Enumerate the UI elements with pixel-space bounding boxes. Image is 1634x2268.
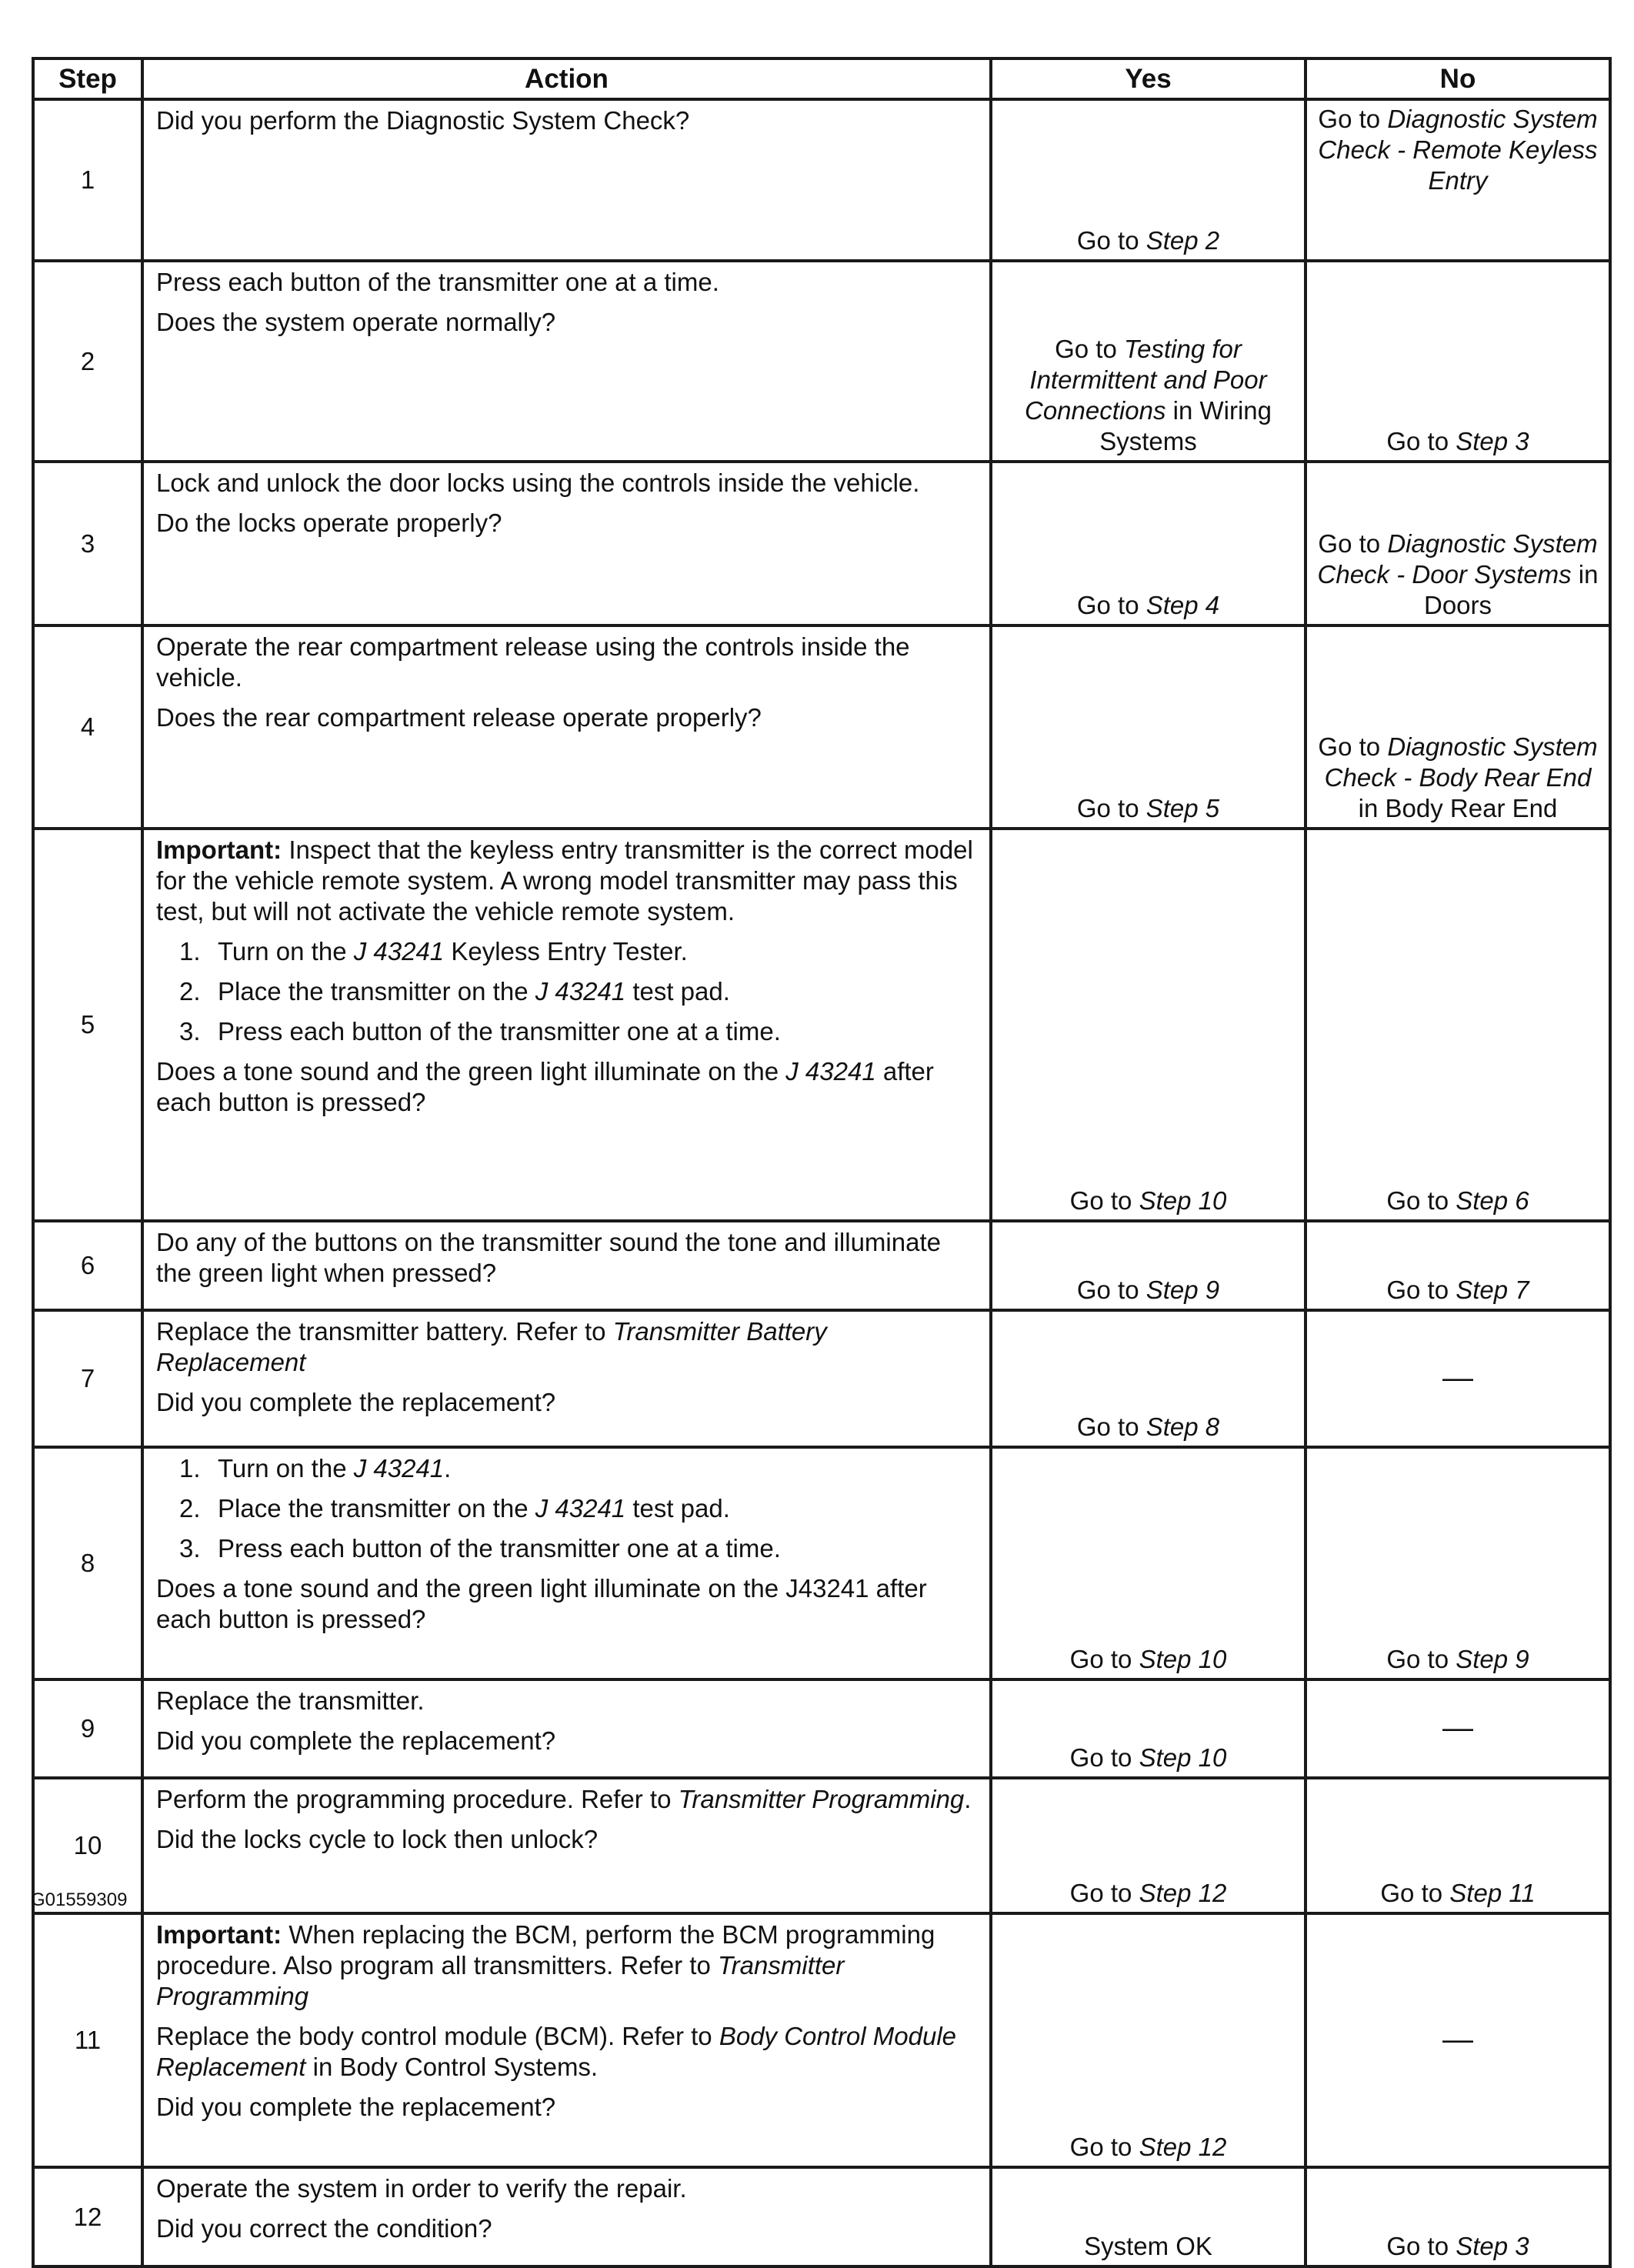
text-run: Go to	[1076, 1412, 1146, 1441]
reference-text: J 43241	[353, 1454, 445, 1483]
text-run: Turn on the	[218, 937, 354, 966]
reference-text: Step 10	[1139, 1645, 1227, 1673]
reference-text: J 43241	[535, 977, 626, 1006]
yes-cell	[991, 625, 1306, 829]
table-row	[33, 1913, 1610, 2167]
text-run: When replacing the BCM, perform the BCM programming procedure. Also program all transmitters. Refer to	[156, 1920, 935, 1979]
reference-text: Step 12	[1139, 2133, 1227, 2161]
text-run: Go to	[1318, 105, 1388, 133]
text-run: Did you complete the replacement?	[156, 1726, 556, 1755]
action-paragraph	[156, 2173, 979, 2204]
text-run: Did the locks cycle to lock then unlock?	[156, 1825, 599, 1853]
reference-text: Step 10	[1139, 1186, 1227, 1215]
step-number: 5	[33, 829, 142, 1221]
reference-text: Diagnostic System Check - Remote Keyless Entry	[1318, 105, 1598, 195]
action-cell	[142, 1221, 991, 1310]
text-run: Does a tone sound and the green light illuminate on the J43241 after each button is pressed?	[156, 1574, 927, 1633]
table-row	[33, 829, 1610, 1221]
text-run: Go to	[1386, 427, 1456, 455]
reference-text: Step 4	[1145, 591, 1220, 619]
action-paragraph	[156, 632, 979, 693]
reference-text: Step 2	[1145, 226, 1220, 255]
text-run: Do any of the buttons on the transmitter sound the tone and illuminate the green light when pressed?	[156, 1228, 941, 1287]
text-run: Place the transmitter on the	[218, 977, 535, 1006]
text-run: Go to	[1076, 1276, 1146, 1304]
text-run: Go to	[1076, 794, 1146, 822]
step-number: 6	[33, 1221, 142, 1310]
step-number: 11	[33, 1913, 142, 2167]
text-run: in Body Rear End	[1358, 794, 1558, 822]
text-run: Press each button of the transmitter one at a time.	[156, 268, 719, 296]
text-run: Go to	[1386, 1645, 1456, 1673]
text-run: Operate the system in order to verify the repair.	[156, 2174, 687, 2203]
text-run: Does the system operate normally?	[156, 308, 556, 336]
action-paragraph	[156, 1824, 979, 1855]
text-run: .	[444, 1454, 452, 1483]
step-number: 1	[33, 99, 142, 261]
action-cell	[142, 1913, 991, 2167]
text-run: Keyless Entry Tester.	[444, 937, 688, 966]
text-run: in Wiring Systems	[1099, 396, 1272, 455]
table-row	[33, 462, 1610, 625]
yes-cell	[991, 2167, 1306, 2266]
text-run: Go to	[1055, 335, 1124, 363]
text-run: —	[1442, 2023, 1473, 2056]
no-cell	[1306, 1310, 1610, 1447]
text-run: Inspect that the keyless entry transmitter is the correct model for the vehicle remote system. A wrong model transmitter may pass this test, but will not activate the vehicle remote system.	[156, 835, 973, 926]
reference-text: Diagnostic System Check - Body Rear End	[1324, 732, 1598, 792]
list-item	[179, 1493, 979, 1524]
action-paragraph	[156, 2092, 979, 2123]
text-run: Go to	[1069, 2133, 1139, 2161]
document	[32, 57, 1609, 2268]
text-run: Go to	[1386, 1186, 1456, 1215]
text-run: Perform the programming procedure. Refer to	[156, 1785, 679, 1813]
action-paragraph	[156, 1919, 979, 2012]
step-number: 2	[33, 261, 142, 462]
action-paragraph	[156, 1726, 979, 1756]
list-item	[179, 1533, 979, 1564]
no-cell	[1306, 261, 1610, 462]
reference-text: Testing for Intermittent and Poor Connections	[1025, 335, 1267, 425]
text-run: in Doors	[1423, 560, 1599, 619]
text-run: Operate the rear compartment release using the controls inside the vehicle.	[156, 632, 910, 692]
reference-text: Step 11	[1449, 1879, 1536, 1907]
table-row	[33, 1778, 1610, 1913]
step-number: 8	[33, 1447, 142, 1679]
list-number: 2.	[179, 1494, 201, 1523]
text-run: Did you complete the replacement?	[156, 2093, 556, 2121]
table-row	[33, 2167, 1610, 2266]
text-run: after each button is pressed?	[156, 1057, 934, 1116]
reference-text: Transmitter Programming	[156, 1951, 845, 2010]
action-paragraph	[156, 1387, 979, 1418]
action-paragraph	[156, 1784, 979, 1815]
text-run: in Body Control Systems.	[305, 2053, 599, 2081]
reference-text: Step 3	[1456, 2232, 1529, 2260]
list-number: 1.	[179, 1454, 201, 1483]
text-run: Press each button of the transmitter one at a time.	[218, 1017, 781, 1046]
action-paragraph	[156, 508, 979, 539]
text-run: Replace the transmitter.	[156, 1686, 425, 1715]
text-run: Go to	[1386, 1276, 1456, 1304]
figure-id: G01559309	[31, 1889, 128, 1910]
step-number: 12	[33, 2167, 142, 2266]
action-cell	[142, 1310, 991, 1447]
yes-cell	[991, 1310, 1306, 1447]
text-run: Go to	[1069, 1186, 1139, 1215]
text-run: Replace the transmitter battery. Refer to	[156, 1317, 613, 1346]
text-run: Replace the body control module (BCM). Refer to	[156, 2022, 719, 2050]
table-row	[33, 99, 1610, 261]
header-action: Action	[142, 58, 991, 99]
text-run: Did you perform the Diagnostic System Check?	[156, 106, 690, 135]
list-item	[179, 1016, 979, 1047]
text-run: Did you correct the condition?	[156, 2214, 492, 2243]
list-item	[179, 1453, 979, 1484]
yes-cell	[991, 1913, 1306, 2167]
no-cell	[1306, 1447, 1610, 1679]
no-cell	[1306, 1778, 1610, 1913]
table-body	[33, 99, 1610, 2266]
text-run: Go to	[1076, 591, 1146, 619]
action-paragraph	[156, 1573, 979, 1635]
reference-text: Step 9	[1456, 1645, 1529, 1673]
text-run: Do the locks operate properly?	[156, 509, 502, 537]
list-number: 2.	[179, 977, 201, 1006]
action-paragraph	[156, 1316, 979, 1378]
reference-text: Step 12	[1139, 1879, 1227, 1907]
reference-text: Step 10	[1139, 1743, 1227, 1772]
action-paragraph	[156, 267, 979, 298]
action-paragraph	[156, 702, 979, 733]
action-cell	[142, 462, 991, 625]
action-cell	[142, 2167, 991, 2266]
list-number: 3.	[179, 1534, 201, 1563]
reference-text: Step 9	[1145, 1276, 1220, 1304]
action-paragraph	[156, 1056, 979, 1118]
no-cell	[1306, 1679, 1610, 1778]
reference-text: J 43241	[353, 937, 445, 966]
bold-label: Important:	[156, 835, 282, 864]
table-row	[33, 1221, 1610, 1310]
action-paragraph	[156, 468, 979, 499]
list-number: 3.	[179, 1017, 201, 1046]
action-paragraph	[156, 2213, 979, 2244]
text-run: —	[1442, 1711, 1473, 1745]
reference-text: Step 7	[1456, 1276, 1529, 1304]
action-cell	[142, 1447, 991, 1679]
step-number: 9	[33, 1679, 142, 1778]
reference-text: Transmitter Programming	[678, 1785, 965, 1813]
action-cell	[142, 829, 991, 1221]
header-no: No	[1306, 58, 1610, 99]
text-run: test pad.	[625, 1494, 730, 1523]
table-row	[33, 1447, 1610, 1679]
yes-cell	[991, 1679, 1306, 1778]
text-run: Go to	[1386, 2232, 1456, 2260]
no-cell	[1306, 462, 1610, 625]
action-cell	[142, 1679, 991, 1778]
action-paragraph	[156, 1686, 979, 1716]
text-run: .	[964, 1785, 972, 1813]
text-run: —	[1442, 1361, 1473, 1395]
yes-cell	[991, 462, 1306, 625]
text-run: Does a tone sound and the green light illuminate on the	[156, 1057, 786, 1086]
list-item	[179, 936, 979, 967]
text-run: Press each button of the transmitter one at a time.	[218, 1534, 781, 1563]
action-cell	[142, 99, 991, 261]
no-cell	[1306, 1221, 1610, 1310]
reference-text: Diagnostic System Check - Door Systems	[1317, 529, 1598, 589]
reference-text: Body Control Module Replacement	[156, 2022, 957, 2081]
reference-text: Transmitter Battery Replacement	[156, 1317, 827, 1376]
list-item	[179, 976, 979, 1007]
table-header-row	[33, 58, 1610, 99]
list-number: 1.	[179, 937, 201, 966]
yes-cell	[991, 1221, 1306, 1310]
action-paragraph	[156, 1227, 979, 1289]
text-run: Turn on the	[218, 1454, 354, 1483]
reference-text: J 43241	[785, 1057, 876, 1086]
action-paragraph	[156, 2021, 979, 2083]
text-run: Go to	[1318, 732, 1388, 761]
table-row	[33, 1310, 1610, 1447]
text-run: Go to	[1069, 1743, 1139, 1772]
text-run: Go to	[1318, 529, 1388, 558]
step-number: 10	[33, 1778, 142, 1913]
no-cell	[1306, 1913, 1610, 2167]
action-cell	[142, 625, 991, 829]
step-number: 3	[33, 462, 142, 625]
step-number: 4	[33, 625, 142, 829]
table-row	[33, 625, 1610, 829]
reference-text: Step 5	[1145, 794, 1220, 822]
bold-label: Important:	[156, 1920, 282, 1949]
yes-cell	[991, 829, 1306, 1221]
action-paragraph	[156, 105, 979, 136]
header-yes: Yes	[991, 58, 1306, 99]
action-paragraph	[156, 307, 979, 338]
yes-cell	[991, 99, 1306, 261]
header-step: Step	[33, 58, 142, 99]
table-row	[33, 261, 1610, 462]
text-run: test pad.	[625, 977, 730, 1006]
reference-text: Step 6	[1456, 1186, 1529, 1215]
text-run: System OK	[1084, 2232, 1212, 2260]
reference-text: Step 8	[1145, 1412, 1220, 1441]
text-run: Lock and unlock the door locks using the controls inside the vehicle.	[156, 469, 920, 497]
reference-text: J 43241	[535, 1494, 626, 1523]
no-cell	[1306, 829, 1610, 1221]
text-run: Does the rear compartment release operate properly?	[156, 703, 762, 732]
no-cell	[1306, 625, 1610, 829]
action-paragraph	[156, 835, 979, 927]
text-run: Place the transmitter on the	[218, 1494, 535, 1523]
reference-text: Step 3	[1456, 427, 1529, 455]
yes-cell	[991, 261, 1306, 462]
diagnostic-table	[32, 57, 1612, 2268]
text-run: Go to	[1076, 226, 1146, 255]
no-cell	[1306, 2167, 1610, 2266]
action-cell	[142, 261, 991, 462]
step-number: 7	[33, 1310, 142, 1447]
yes-cell	[991, 1778, 1306, 1913]
text-run: Go to	[1069, 1879, 1139, 1907]
yes-cell	[991, 1447, 1306, 1679]
table-row	[33, 1679, 1610, 1778]
no-cell	[1306, 99, 1610, 261]
text-run: Go to	[1069, 1645, 1139, 1673]
text-run: Go to	[1380, 1879, 1450, 1907]
text-run: Did you complete the replacement?	[156, 1388, 556, 1416]
action-cell	[142, 1778, 991, 1913]
